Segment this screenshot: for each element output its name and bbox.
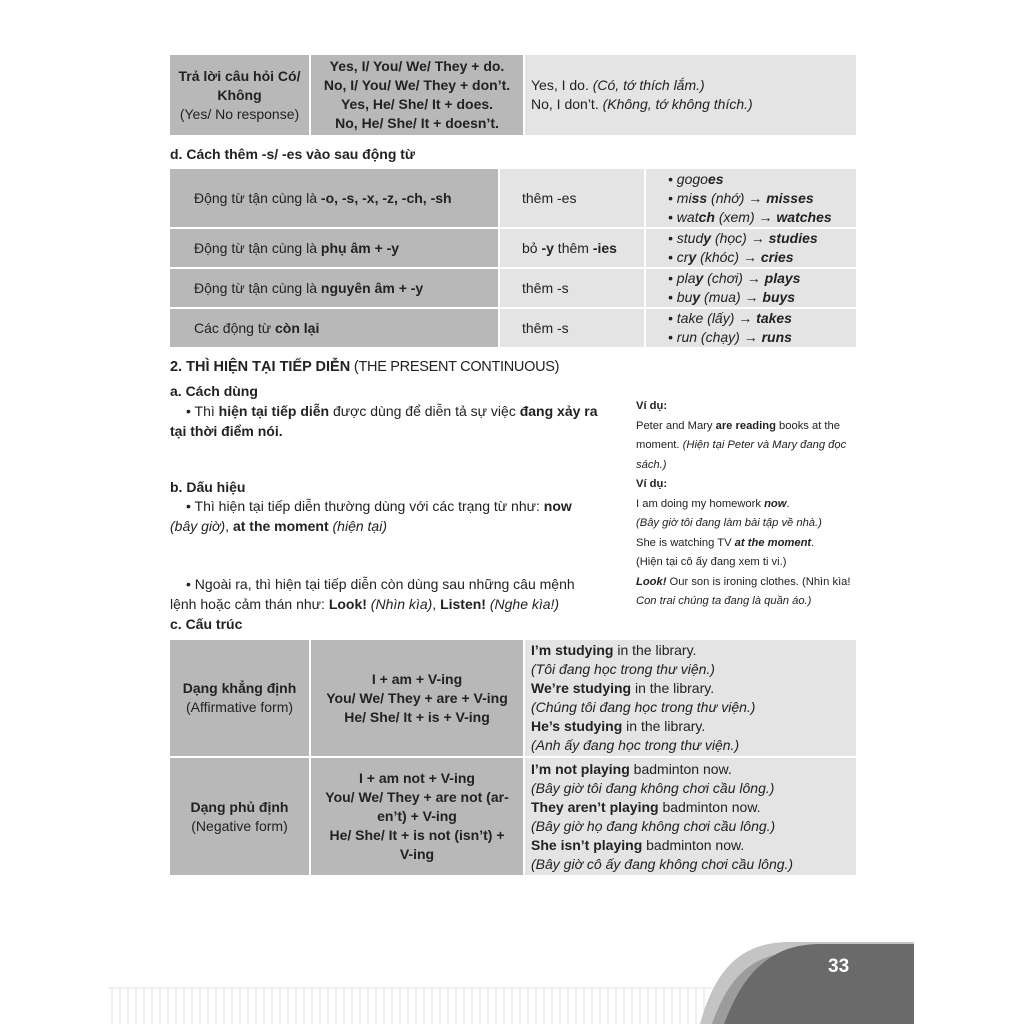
text: badminton now. bbox=[642, 836, 745, 853]
ex-base: bu bbox=[676, 289, 693, 305]
sidebar-line: sách.) bbox=[636, 458, 667, 471]
yes-no-form: Yes, I/ You/ We/ They + do. bbox=[329, 58, 505, 74]
example-text: Yes, I do. bbox=[531, 77, 589, 93]
action-text: bỏ bbox=[522, 239, 542, 256]
text: Peter and Mary bbox=[636, 419, 716, 432]
bold-text: I’m not playing bbox=[531, 760, 630, 777]
example-text: No, I don’t. bbox=[531, 96, 599, 112]
sidebar-line: (Hiện tại cô ấy đang xem ti vi.) bbox=[636, 556, 787, 568]
ex-base: cr bbox=[676, 249, 689, 265]
examples-cell bbox=[645, 168, 857, 228]
examples-cell bbox=[645, 268, 857, 308]
example-translation: (Tôi đang học trong thư viện.) bbox=[531, 661, 715, 677]
example-translation: (Bây giờ họ đang không chơi cầu lông.) bbox=[531, 817, 776, 834]
bold-text: I’m studying bbox=[531, 642, 614, 658]
ex-base: take bbox=[676, 310, 704, 326]
rule-text: Động từ tận cùng là bbox=[194, 239, 321, 256]
ex-result: runs bbox=[761, 329, 792, 345]
form-line: He/ She/ It + is not (isn’t) + bbox=[329, 827, 505, 843]
sidebar-line bbox=[636, 436, 858, 456]
rule-text: Các động từ bbox=[194, 319, 275, 336]
example-translation: (Có, tớ thích lắm.) bbox=[592, 77, 705, 93]
text: I am doing my homework bbox=[636, 497, 765, 510]
sidebar-line bbox=[636, 573, 858, 593]
section-2-title-bold: 2. THÌ HIỆN TẠI TIẾP DIỄN bbox=[170, 359, 351, 375]
paragraph-line bbox=[170, 595, 602, 615]
yes-no-label-line3: (Yes/ No response) bbox=[179, 105, 300, 122]
sidebar-line bbox=[636, 417, 858, 437]
action-bold: -ies bbox=[592, 239, 617, 256]
example-translation: (Bây giờ tôi đang không chơi cầu lông.) bbox=[531, 779, 775, 796]
ex-meaning: go bbox=[692, 170, 708, 187]
yes-no-example bbox=[531, 95, 850, 114]
example-line bbox=[531, 836, 850, 855]
bold-text: We’re studying bbox=[531, 680, 632, 696]
text: , bbox=[225, 517, 233, 534]
section-b-heading: b. Dấu hiệu bbox=[170, 479, 246, 495]
example-item: • cry (khóc) → cries bbox=[668, 249, 794, 265]
sidebar-examples bbox=[636, 397, 858, 612]
action-cell bbox=[499, 168, 645, 228]
text: • Thì bbox=[186, 403, 219, 419]
yes-no-label-cell bbox=[169, 54, 310, 136]
italic-text: (bây giờ) bbox=[170, 517, 226, 534]
bold-italic-text: Look! bbox=[636, 575, 667, 588]
text: . bbox=[811, 536, 815, 549]
footer-stripes bbox=[108, 988, 716, 1024]
form-line: I + am + V-ing bbox=[371, 670, 463, 687]
text: moment. bbox=[636, 439, 683, 451]
rule-bold: còn lại bbox=[274, 319, 320, 336]
italic-text: (hiện tại) bbox=[328, 517, 387, 534]
example-item: • run (chạy) → runs bbox=[668, 329, 792, 345]
form-line: You/ We/ They + are not (ar- bbox=[325, 789, 509, 805]
example-item: • study (học) → studies bbox=[668, 230, 818, 246]
ex-base: stud bbox=[676, 230, 704, 246]
rule-bold: nguyên âm + -y bbox=[320, 279, 424, 296]
examples-cell bbox=[645, 228, 857, 268]
text: • Thì hiện tại tiếp diễn thường dùng với các trạng từ như: bbox=[186, 498, 544, 514]
bold-text: She isn’t playing bbox=[531, 836, 643, 853]
bold-text: hiện tại tiếp diễn bbox=[218, 403, 330, 419]
example-label: Ví dụ: bbox=[636, 400, 668, 412]
section-2-title-english: (THE PRESENT CONTINUOUS) bbox=[350, 359, 560, 375]
bold-italic-text: at the moment bbox=[734, 536, 812, 549]
ex-result: watches bbox=[776, 208, 832, 225]
form-line: V-ing bbox=[399, 846, 435, 862]
ex-meaning: (nhớ) → bbox=[707, 189, 767, 206]
bold-text: đang xảy ra bbox=[519, 403, 598, 419]
example-line bbox=[531, 641, 850, 660]
ex-meaning: (mua) → bbox=[700, 289, 763, 305]
section-c-heading: c. Cấu trúc bbox=[170, 616, 243, 632]
example-translation: (Anh ấy đang học trong thư viện.) bbox=[531, 737, 740, 753]
ex-bold: y bbox=[703, 230, 712, 246]
section-b-paragraph-2 bbox=[170, 575, 602, 614]
yes-no-label-line2: Không bbox=[217, 86, 262, 103]
affirmative-label: Dạng khẳng định bbox=[182, 680, 297, 696]
action-cell bbox=[499, 268, 645, 308]
yes-no-example bbox=[531, 76, 850, 95]
example-label: Ví dụ: bbox=[636, 478, 668, 490]
ex-result: misses bbox=[766, 189, 814, 206]
form-line: You/ We/ They + are + V-ing bbox=[326, 689, 508, 706]
paragraph-line bbox=[170, 402, 602, 422]
form-line: He/ She/ It + is + V-ing bbox=[344, 708, 490, 725]
example-item: • miss (nhớ) → misses bbox=[668, 189, 814, 206]
action-text: thêm -s bbox=[522, 279, 569, 296]
ex-base: wat bbox=[676, 208, 699, 225]
yes-no-table bbox=[168, 53, 858, 137]
bold-text: They aren’t playing bbox=[531, 798, 659, 815]
ex-result: cries bbox=[760, 249, 794, 265]
yes-no-forms-cell bbox=[310, 54, 524, 136]
bold-text: are reading bbox=[715, 419, 776, 432]
bold-text: He’s studying bbox=[531, 718, 623, 734]
example-item: • gogoes bbox=[668, 170, 724, 187]
action-text: thêm -s bbox=[522, 319, 569, 336]
bold-text: Look! bbox=[328, 595, 367, 612]
structure-table bbox=[168, 638, 858, 877]
sidebar-line bbox=[636, 495, 858, 515]
example-line bbox=[531, 760, 850, 779]
ex-suffix: es bbox=[707, 170, 724, 187]
text: được dùng để diễn tả sự việc bbox=[329, 403, 520, 419]
ex-bold: y bbox=[688, 249, 697, 265]
action-bold: -y bbox=[541, 239, 554, 256]
rule-cell bbox=[169, 308, 499, 348]
example-item: • watch (xem) → watches bbox=[668, 208, 832, 225]
example-line bbox=[531, 798, 850, 817]
rule-cell bbox=[169, 168, 499, 228]
rule-bold: phụ âm + -y bbox=[320, 239, 400, 256]
paragraph-line: • Ngoài ra, thì hiện tại tiếp diễn còn dùng sau những câu mệnh bbox=[186, 576, 575, 592]
sidebar-line bbox=[636, 534, 858, 554]
action-text: thêm bbox=[553, 239, 593, 256]
examples-cell bbox=[645, 308, 857, 348]
ex-meaning: (khóc) → bbox=[696, 249, 761, 265]
negative-label-cell bbox=[169, 757, 310, 876]
bold-text: at the moment bbox=[232, 517, 329, 534]
example-line bbox=[531, 679, 850, 698]
affirmative-sublabel: (Affirmative form) bbox=[185, 699, 294, 715]
action-text: thêm -es bbox=[522, 189, 577, 206]
ex-meaning: (học) → bbox=[711, 230, 769, 246]
ex-result: takes bbox=[756, 310, 792, 326]
action-cell bbox=[499, 308, 645, 348]
page-number: 33 bbox=[828, 956, 850, 977]
text: lệnh hoặc cảm thán như: bbox=[170, 595, 329, 612]
ex-result: plays bbox=[764, 270, 801, 286]
bold-italic-text: now bbox=[764, 497, 787, 510]
text: in the library. bbox=[631, 680, 715, 696]
paragraph-line bbox=[170, 517, 602, 537]
yes-no-form: No, He/ She/ It + doesn’t. bbox=[335, 115, 499, 131]
example-line bbox=[531, 717, 850, 736]
negative-examples-cell bbox=[524, 757, 857, 876]
italic-text: (Nhìn kìa) bbox=[366, 595, 433, 612]
ex-bold: y bbox=[692, 289, 701, 305]
text: She is watching TV bbox=[636, 536, 735, 549]
ex-base: pla bbox=[676, 270, 696, 286]
paragraph-line bbox=[170, 497, 602, 517]
text: books at the bbox=[775, 419, 840, 432]
section-a-paragraph bbox=[170, 402, 602, 441]
sidebar-line: (Bây giờ tôi đang làm bài tập về nhà.) bbox=[636, 517, 822, 529]
text: badminton now. bbox=[629, 760, 732, 777]
ex-meaning: (chơi) → bbox=[703, 270, 765, 286]
example-translation: (Chúng tôi đang học trong thư viện.) bbox=[531, 699, 756, 715]
text: badminton now. bbox=[658, 798, 761, 815]
ex-bold: ch bbox=[698, 208, 715, 225]
affirmative-forms-cell bbox=[310, 639, 524, 757]
negative-label: Dạng phủ định bbox=[190, 798, 289, 815]
sidebar-line: Con trai chúng ta đang là quần áo.) bbox=[636, 595, 812, 607]
rule-text: Động từ tận cùng là bbox=[194, 279, 321, 296]
ex-bold: y bbox=[695, 270, 704, 286]
affirmative-label-cell bbox=[169, 639, 310, 757]
yes-no-form: Yes, He/ She/ It + does. bbox=[340, 96, 494, 112]
text: in the library. bbox=[613, 642, 697, 658]
example-translation: (Không, tớ không thích.) bbox=[602, 96, 753, 112]
form-line: I + am not + V-ing bbox=[359, 770, 475, 786]
text: in the library. bbox=[622, 718, 706, 734]
footer-decoration bbox=[0, 930, 1024, 1024]
yes-no-example-cell bbox=[524, 54, 857, 136]
ex-base: run bbox=[676, 329, 698, 345]
negative-forms-cell bbox=[310, 757, 524, 876]
example-item: • buy (mua) → buys bbox=[668, 289, 796, 305]
bold-text: now bbox=[543, 498, 572, 514]
paragraph-line: tại thời điểm nói. bbox=[170, 422, 283, 439]
example-item: • play (chơi) → plays bbox=[668, 270, 801, 286]
s-es-rules-table bbox=[168, 167, 858, 349]
form-line: en’t) + V-ing bbox=[377, 808, 457, 824]
text: . bbox=[786, 497, 790, 510]
yes-no-form: No, I/ You/ We/ They + don’t. bbox=[323, 77, 511, 93]
ex-base: mi bbox=[676, 189, 692, 206]
section-b-paragraph bbox=[170, 497, 602, 536]
rule-text: Động từ tận cùng là bbox=[194, 189, 321, 206]
rule-cell bbox=[169, 228, 499, 268]
yes-no-label-line1: Trả lời câu hỏi Có/ bbox=[178, 67, 301, 84]
example-item: • take (lấy) → takes bbox=[668, 310, 792, 326]
example-translation: (Bây giờ cô ấy đang không chơi cầu lông.) bbox=[531, 855, 794, 872]
italic-text: (Hiện tại Peter và Mary đang đọc bbox=[682, 439, 847, 451]
bold-text: Listen! bbox=[440, 595, 486, 612]
ex-meaning: (xem) → bbox=[714, 208, 777, 225]
ex-bold: ss bbox=[691, 189, 708, 206]
action-cell bbox=[499, 228, 645, 268]
ex-meaning: (lấy) → bbox=[703, 310, 757, 326]
ex-result: buys bbox=[762, 289, 796, 305]
ex-result: studies bbox=[768, 230, 818, 246]
italic-text: (Nghe kìa!) bbox=[485, 595, 560, 612]
text: Our son is ironing clothes. (Nhìn kìa! bbox=[666, 575, 851, 588]
section-d-heading: d. Cách thêm -s/ -es vào sau động từ bbox=[170, 146, 416, 162]
affirmative-examples-cell bbox=[524, 639, 857, 757]
ex-meaning: (chạy) → bbox=[697, 329, 762, 345]
rule-bold: -o, -s, -x, -z, -ch, -sh bbox=[320, 189, 452, 206]
ex-base: go bbox=[676, 170, 693, 187]
rule-cell bbox=[169, 268, 499, 308]
section-a-heading: a. Cách dùng bbox=[170, 383, 258, 399]
section-2-title bbox=[170, 359, 559, 375]
negative-sublabel: (Negative form) bbox=[191, 817, 288, 834]
text: , bbox=[432, 595, 441, 612]
